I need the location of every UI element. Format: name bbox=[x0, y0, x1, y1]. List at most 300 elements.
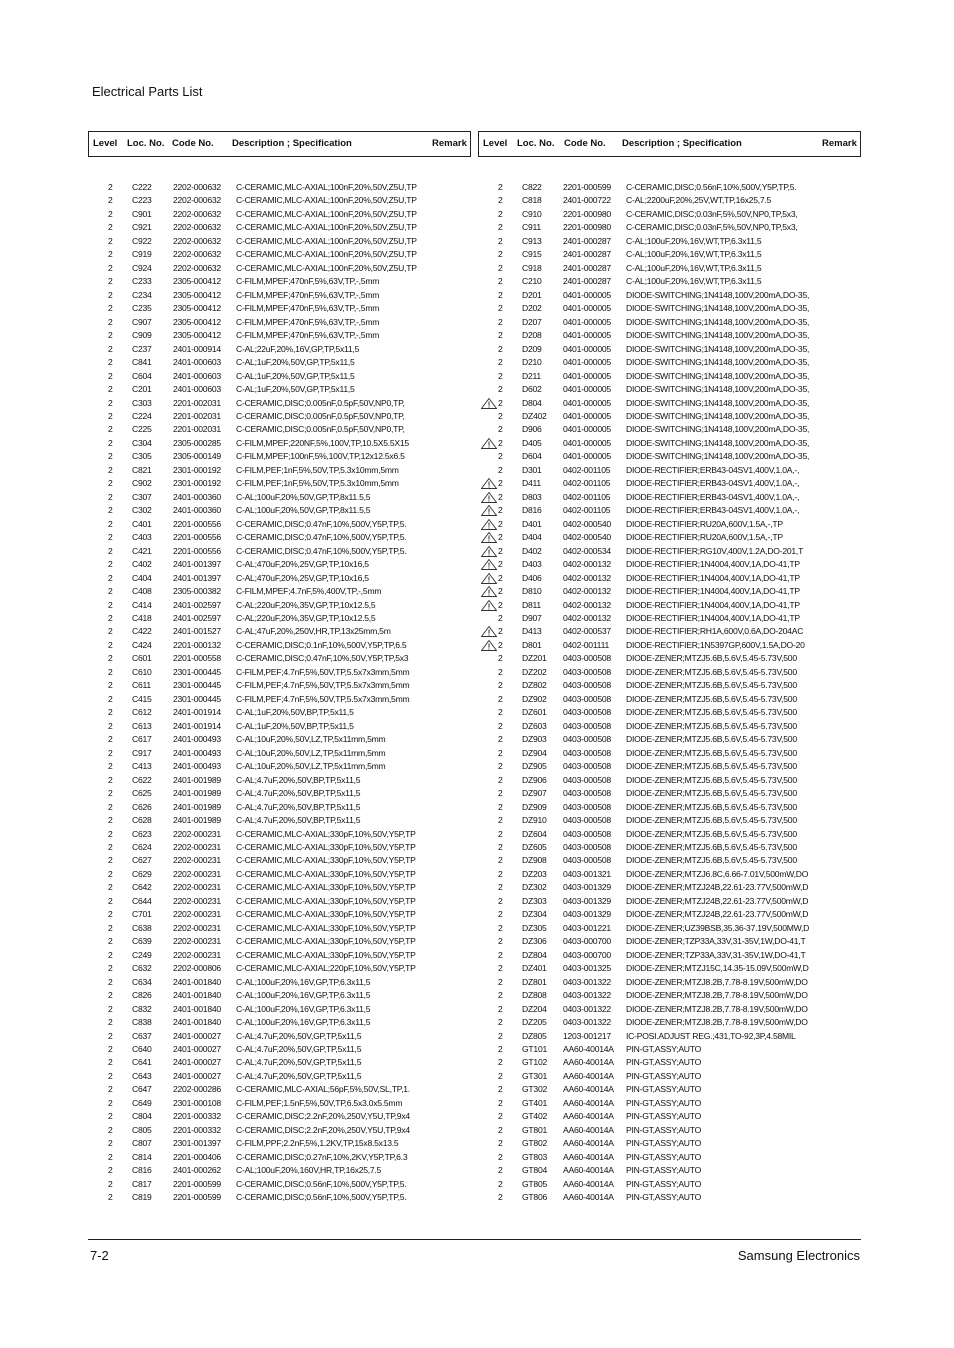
code-cell: 0403-000508 bbox=[563, 693, 611, 704]
loc-cell: DZ605 bbox=[522, 841, 547, 852]
desc-cell: DIODE-ZENER;MTZJ8.2B,7.78-8.19V,500mW,DO bbox=[626, 1017, 808, 1028]
code-cell: 2202-000632 bbox=[173, 195, 221, 206]
loc-cell: C814 bbox=[132, 1151, 152, 1162]
warning-triangle-icon bbox=[481, 600, 497, 611]
code-cell: 2202-000231 bbox=[173, 841, 221, 852]
loc-cell: C408 bbox=[132, 586, 152, 597]
code-cell: 2401-002597 bbox=[173, 599, 221, 610]
code-cell: 2401-000027 bbox=[173, 1070, 221, 1081]
loc-cell: D207 bbox=[522, 316, 542, 327]
loc-cell: GT301 bbox=[522, 1070, 548, 1081]
code-cell: 0403-000700 bbox=[563, 949, 611, 960]
loc-cell: C634 bbox=[132, 976, 152, 987]
code-cell: 0403-000700 bbox=[563, 936, 611, 947]
table-row bbox=[88, 1030, 471, 1043]
loc-cell: DZ801 bbox=[522, 976, 547, 987]
table-row bbox=[88, 747, 471, 760]
desc-cell: DIODE-ZENER;MTZJ24B,22.61-23.77V,500mW,D bbox=[626, 882, 809, 893]
level-cell: 2 bbox=[108, 680, 113, 691]
level-cell: 2 bbox=[498, 491, 503, 502]
desc-cell: C-CERAMIC,DISC;0.47nF,10%,500V,Y5P,TP,5. bbox=[236, 545, 407, 556]
loc-cell: D406 bbox=[522, 572, 542, 583]
right-table-header bbox=[478, 131, 861, 157]
code-cell: 0403-000508 bbox=[563, 841, 611, 852]
level-cell: 2 bbox=[108, 828, 113, 839]
table-row bbox=[478, 410, 861, 423]
table-row bbox=[478, 652, 861, 665]
loc-cell: DZ904 bbox=[522, 747, 547, 758]
code-cell: AA60-40014A bbox=[563, 1084, 614, 1095]
desc-cell: C-AL;100uF,20%,160V,HR,TP,16x25,7.5 bbox=[236, 1165, 382, 1176]
level-cell: 2 bbox=[108, 1030, 113, 1041]
code-cell: 2201-000406 bbox=[173, 1151, 221, 1162]
loc-cell: C832 bbox=[132, 1003, 152, 1014]
table-row bbox=[478, 545, 861, 558]
table-row bbox=[478, 518, 861, 531]
level-cell: 2 bbox=[108, 182, 113, 192]
desc-cell: C-CERAMIC,DISC;0.56nF,10%,500V,Y5P,TP,5. bbox=[236, 1178, 407, 1189]
desc-cell: C-AL;1uF,20%,50V,GP,TP,5x11,5 bbox=[236, 357, 355, 368]
table-row bbox=[478, 814, 861, 827]
table-row bbox=[88, 370, 471, 383]
table-row bbox=[478, 356, 861, 369]
loc-cell: D403 bbox=[522, 559, 542, 570]
table-row bbox=[478, 383, 861, 396]
loc-cell: C623 bbox=[132, 828, 152, 839]
table-row bbox=[88, 908, 471, 921]
loc-cell: C612 bbox=[132, 707, 152, 718]
level-cell: 2 bbox=[108, 343, 113, 354]
desc-cell: DIODE-ZENER;MTZJ8.2B,7.78-8.19V,500mW,DO bbox=[626, 990, 808, 1001]
code-cell: 2202-000231 bbox=[173, 868, 221, 879]
code-cell: 2401-001840 bbox=[173, 976, 221, 987]
desc-cell: C-CERAMIC,DISC;2.2nF,20%,250V,Y5U,TP,9x4 bbox=[236, 1124, 410, 1135]
code-cell: 2401-000027 bbox=[173, 1057, 221, 1068]
code-cell: 0401-000005 bbox=[563, 437, 611, 448]
loc-cell: DZ401 bbox=[522, 963, 547, 974]
code-cell: 2202-000632 bbox=[173, 182, 221, 192]
desc-cell: C-AL;100uF,20%,16V,WT,TP,6.3x11,5 bbox=[626, 235, 762, 246]
desc-cell: C-FILM,MPEF;470nF,5%,63V,TP,-,5mm bbox=[236, 276, 380, 287]
table-row bbox=[478, 1137, 861, 1150]
code-cell: 0403-001325 bbox=[563, 963, 611, 974]
table-row bbox=[88, 1164, 471, 1177]
code-cell: 0403-001322 bbox=[563, 990, 611, 1001]
loc-cell: C817 bbox=[132, 1178, 152, 1189]
level-cell: 2 bbox=[108, 1138, 113, 1149]
loc-cell: D803 bbox=[522, 491, 542, 502]
code-cell: 2401-000360 bbox=[173, 505, 221, 516]
table-row bbox=[88, 477, 471, 490]
code-cell: 0403-000508 bbox=[563, 707, 611, 718]
table-row bbox=[478, 706, 861, 719]
code-cell: 2202-000231 bbox=[173, 855, 221, 866]
table-row bbox=[88, 1056, 471, 1069]
table-row bbox=[88, 397, 471, 410]
table-row bbox=[478, 343, 861, 356]
level-cell: 2 bbox=[498, 734, 503, 745]
desc-cell: C-CERAMIC,DISC;0.005nF,0.5pF,50V,NP0,TP, bbox=[236, 410, 405, 421]
level-cell: 2 bbox=[108, 922, 113, 933]
desc-cell: C-FILM,MPEF;100nF,5%,100V,TP,12x12.5x6.5 bbox=[236, 451, 405, 462]
table-row bbox=[88, 1003, 471, 1016]
desc-cell: C-AL;4.7uF,20%,50V,GP,TP,5x11,5 bbox=[236, 1070, 362, 1081]
code-cell: 2301-000192 bbox=[173, 464, 221, 475]
loc-cell: D401 bbox=[522, 518, 542, 529]
code-cell: 0403-001321 bbox=[563, 868, 611, 879]
table-row bbox=[88, 881, 471, 894]
table-row bbox=[478, 828, 861, 841]
code-cell: 2401-000262 bbox=[173, 1165, 221, 1176]
table-row bbox=[88, 545, 471, 558]
table-row bbox=[478, 949, 861, 962]
loc-cell: C201 bbox=[132, 384, 152, 395]
level-cell: 2 bbox=[108, 1017, 113, 1028]
loc-cell: C629 bbox=[132, 868, 152, 879]
desc-cell: C-CERAMIC,MLC-AXIAL;330pF,10%,50V,Y5P,TP bbox=[236, 828, 416, 839]
code-cell: 2202-000632 bbox=[173, 262, 221, 273]
code-cell: 0402-000537 bbox=[563, 626, 611, 637]
loc-cell: C604 bbox=[132, 370, 152, 381]
loc-cell: D208 bbox=[522, 330, 542, 341]
desc-cell: C-AL;220uF,20%,35V,GP,TP,10x12.5,5 bbox=[236, 599, 376, 610]
desc-cell: DIODE-SWITCHING;1N4148,100V,200mA,DO-35, bbox=[626, 370, 810, 381]
table-row bbox=[88, 976, 471, 989]
loc-cell: C821 bbox=[132, 464, 152, 475]
desc-cell: DIODE-ZENER;MTZJ24B,22.61-23.77V,500mW,D bbox=[626, 909, 809, 920]
loc-cell: C625 bbox=[132, 788, 152, 799]
table-row bbox=[88, 585, 471, 598]
code-cell: 2401-000287 bbox=[563, 262, 611, 273]
table-row bbox=[478, 397, 861, 410]
col-remark: Remark bbox=[822, 138, 857, 149]
level-cell: 2 bbox=[498, 990, 503, 1001]
code-cell: 0401-000005 bbox=[563, 357, 611, 368]
loc-cell: C838 bbox=[132, 1017, 152, 1028]
desc-cell: C-CERAMIC,MLC-AXIAL;330pF,10%,50V,Y5P,TP bbox=[236, 868, 416, 879]
code-cell: AA60-40014A bbox=[563, 1178, 614, 1189]
table-row bbox=[88, 760, 471, 773]
loc-cell: C624 bbox=[132, 841, 152, 852]
level-cell: 2 bbox=[108, 357, 113, 368]
loc-cell: C638 bbox=[132, 922, 152, 933]
level-cell: 2 bbox=[108, 1111, 113, 1122]
level-cell: 2 bbox=[498, 235, 503, 246]
desc-cell: PIN-GT,ASSY;AUTO bbox=[626, 1070, 702, 1081]
code-cell: 0402-000540 bbox=[563, 532, 611, 543]
desc-cell: DIODE-ZENER;MTZJ15C,14.35-15.09V,500mW,D bbox=[626, 963, 809, 974]
desc-cell: DIODE-ZENER;MTZJ5.6B,5.6V,5.45-5.73V,500 bbox=[626, 761, 797, 772]
desc-cell: C-CERAMIC,DISC;0.47nF,10%,50V,Y5P,TP,5x3 bbox=[236, 653, 409, 664]
code-cell: 0403-000508 bbox=[563, 815, 611, 826]
loc-cell: C302 bbox=[132, 505, 152, 516]
table-row bbox=[88, 612, 471, 625]
level-cell: 2 bbox=[498, 1138, 503, 1149]
level-cell: 2 bbox=[108, 841, 113, 852]
table-row bbox=[478, 1043, 861, 1056]
table-row bbox=[88, 1083, 471, 1096]
table-row bbox=[88, 289, 471, 302]
code-cell: 0403-000508 bbox=[563, 653, 611, 664]
code-cell: 2202-000231 bbox=[173, 882, 221, 893]
loc-cell: C210 bbox=[522, 276, 542, 287]
desc-cell: PIN-GT,ASSY;AUTO bbox=[626, 1138, 702, 1149]
loc-cell: C641 bbox=[132, 1057, 152, 1068]
table-row bbox=[88, 841, 471, 854]
code-cell: 2201-000599 bbox=[173, 1178, 221, 1189]
loc-cell: GT302 bbox=[522, 1084, 548, 1095]
code-cell: 2201-000332 bbox=[173, 1124, 221, 1135]
table-row bbox=[478, 585, 861, 598]
level-cell: 2 bbox=[498, 249, 503, 260]
table-row bbox=[88, 504, 471, 517]
loc-cell: C643 bbox=[132, 1070, 152, 1081]
desc-cell: DIODE-SWITCHING;1N4148,100V,200mA,DO-35, bbox=[626, 397, 810, 408]
code-cell: 2202-000806 bbox=[173, 963, 221, 974]
level-cell: 2 bbox=[498, 1097, 503, 1108]
desc-cell: PIN-GT,ASSY;AUTO bbox=[626, 1178, 702, 1189]
code-cell: 0403-000508 bbox=[563, 680, 611, 691]
level-cell: 2 bbox=[498, 316, 503, 327]
code-cell: 2401-000027 bbox=[173, 1044, 221, 1054]
desc-cell: C-AL;100uF,20%,16V,GP,TP,6.3x11,5 bbox=[236, 1017, 371, 1028]
desc-cell: C-CERAMIC,MLC-AXIAL;330pF,10%,50V,Y5P,TP bbox=[236, 882, 416, 893]
level-cell: 2 bbox=[498, 424, 503, 435]
code-cell: 0401-000005 bbox=[563, 424, 611, 435]
desc-cell: DIODE-ZENER;TZP33A,33V,31-35V,1W,DO-41,T bbox=[626, 949, 806, 960]
desc-cell: C-CERAMIC,MLC-AXIAL;330pF,10%,50V,Y5P,TP bbox=[236, 936, 416, 947]
table-row bbox=[478, 1191, 861, 1204]
left-table-header bbox=[88, 131, 471, 157]
code-cell: 2202-000231 bbox=[173, 922, 221, 933]
table-row bbox=[88, 1016, 471, 1029]
desc-cell: DIODE-RECTIFIER;RU20A,600V,1.5A,-,TP bbox=[626, 532, 783, 543]
table-row bbox=[478, 1124, 861, 1137]
table-row bbox=[88, 572, 471, 585]
level-cell: 2 bbox=[498, 545, 503, 556]
desc-cell: DIODE-ZENER;MTZJ5.6B,5.6V,5.45-5.73V,500 bbox=[626, 653, 797, 664]
desc-cell: DIODE-RECTIFIER;RU20A,600V,1.5A,-,TP bbox=[626, 518, 783, 529]
table-row bbox=[88, 531, 471, 544]
desc-cell: C-FILM,PEF;4.7nF,5%,50V,TP,5.5x7x3mm,5mm bbox=[236, 693, 410, 704]
loc-cell: C613 bbox=[132, 720, 152, 731]
code-cell: 2305-000412 bbox=[173, 303, 221, 314]
code-cell: AA60-40014A bbox=[563, 1138, 614, 1149]
level-cell: 2 bbox=[498, 1070, 503, 1081]
level-cell: 2 bbox=[498, 451, 503, 462]
code-cell: AA60-40014A bbox=[563, 1057, 614, 1068]
loc-cell: DZ402 bbox=[522, 410, 547, 421]
desc-cell: DIODE-RECTIFIER;1N5397GP,600V,1.5A,DO-20 bbox=[626, 639, 805, 650]
loc-cell: C422 bbox=[132, 626, 152, 637]
loc-cell: DZ603 bbox=[522, 720, 547, 731]
loc-cell: DZ808 bbox=[522, 990, 547, 1001]
warning-triangle-icon bbox=[481, 559, 497, 570]
code-cell: 2305-000382 bbox=[173, 586, 221, 597]
desc-cell: C-CERAMIC,MLC-AXIAL;330pF,10%,50V,Y5P,TP bbox=[236, 922, 416, 933]
level-cell: 2 bbox=[108, 572, 113, 583]
table-row bbox=[478, 1164, 861, 1177]
code-cell: 2401-001840 bbox=[173, 1017, 221, 1028]
loc-cell: D210 bbox=[522, 357, 542, 368]
loc-cell: DZ302 bbox=[522, 882, 547, 893]
level-cell: 2 bbox=[498, 410, 503, 421]
level-cell: 2 bbox=[498, 518, 503, 529]
col-loc: Loc. No. bbox=[127, 138, 165, 149]
code-cell: 2201-000980 bbox=[563, 208, 611, 219]
desc-cell: C-CERAMIC,DISC;0.03nF,5%,50V,NP0,TP,5x3, bbox=[626, 222, 798, 233]
level-cell: 2 bbox=[108, 505, 113, 516]
loc-cell: C402 bbox=[132, 559, 152, 570]
level-cell: 2 bbox=[108, 1070, 113, 1081]
table-row bbox=[478, 1056, 861, 1069]
loc-cell: GT805 bbox=[522, 1178, 548, 1189]
table-row bbox=[478, 316, 861, 329]
level-cell: 2 bbox=[108, 599, 113, 610]
loc-cell: C644 bbox=[132, 895, 152, 906]
table-row bbox=[478, 208, 861, 221]
desc-cell: DIODE-SWITCHING;1N4148,100V,200mA,DO-35, bbox=[626, 357, 810, 368]
level-cell: 2 bbox=[108, 451, 113, 462]
loc-cell: C303 bbox=[132, 397, 152, 408]
loc-cell: D404 bbox=[522, 532, 542, 543]
level-cell: 2 bbox=[108, 397, 113, 408]
loc-cell: C414 bbox=[132, 599, 152, 610]
level-cell: 2 bbox=[108, 1124, 113, 1135]
table-row bbox=[88, 208, 471, 221]
table-row bbox=[88, 423, 471, 436]
desc-cell: DIODE-SWITCHING;1N4148,100V,200mA,DO-35, bbox=[626, 384, 810, 395]
desc-cell: C-FILM,PEF;1nF,5%,50V,TP,5.3x10mm,5mm bbox=[236, 464, 399, 475]
loc-cell: C911 bbox=[522, 222, 541, 233]
desc-cell: C-FILM,PEF;4.7nF,5%,50V,TP,5.5x7x3mm,5mm bbox=[236, 680, 410, 691]
level-cell: 2 bbox=[108, 653, 113, 664]
level-cell: 2 bbox=[108, 990, 113, 1001]
desc-cell: C-CERAMIC,MLC-AXIAL;330pF,10%,50V,Y5P,TP bbox=[236, 895, 416, 906]
desc-cell: DIODE-ZENER;MTZJ5.6B,5.6V,5.45-5.73V,500 bbox=[626, 666, 797, 677]
code-cell: 2201-000556 bbox=[173, 518, 221, 529]
loc-cell: C909 bbox=[132, 330, 152, 341]
level-cell: 2 bbox=[108, 208, 113, 219]
level-cell: 2 bbox=[108, 666, 113, 677]
level-cell: 2 bbox=[498, 1178, 503, 1189]
loc-cell: DZ306 bbox=[522, 936, 547, 947]
desc-cell: C-AL;4.7uF,20%,50V,BP,TP,5x11,5 bbox=[236, 801, 361, 812]
desc-cell: C-CERAMIC,DISC;0.1nF,10%,500V,Y5P,TP,6.5 bbox=[236, 639, 407, 650]
desc-cell: C-FILM,MPEF;470nF,5%,63V,TP,-,5mm bbox=[236, 289, 380, 300]
desc-cell: DIODE-RECTIFIER;1N4004,400V,1A,DO-41,TP bbox=[626, 613, 800, 623]
loc-cell: C917 bbox=[132, 747, 152, 758]
desc-cell: C-AL;1uF,20%,50V,GP,TP,5x11,5 bbox=[236, 370, 355, 381]
loc-cell: C816 bbox=[132, 1165, 152, 1176]
table-row bbox=[88, 1151, 471, 1164]
loc-cell: C622 bbox=[132, 774, 152, 785]
desc-cell: DIODE-ZENER;MTZJ8.2B,7.78-8.19V,500mW,DO bbox=[626, 1003, 808, 1014]
table-row bbox=[478, 693, 861, 706]
code-cell: 0403-001329 bbox=[563, 909, 611, 920]
table-row bbox=[88, 679, 471, 692]
code-cell: 0402-001105 bbox=[563, 505, 611, 516]
code-cell: 2202-000231 bbox=[173, 936, 221, 947]
desc-cell: C-CERAMIC,DISC;0.005nF,0.5pF,50V,NP0,TP, bbox=[236, 424, 405, 435]
desc-cell: C-AL;100uF,20%,50V,GP,TP,8x11.5,5 bbox=[236, 505, 371, 516]
level-cell: 2 bbox=[108, 384, 113, 395]
table-row bbox=[478, 437, 861, 450]
company-name: Samsung Electronics bbox=[737, 1248, 860, 1263]
level-cell: 2 bbox=[108, 909, 113, 920]
level-cell: 2 bbox=[108, 1003, 113, 1014]
desc-cell: DIODE-SWITCHING;1N4148,100V,200mA,DO-35, bbox=[626, 343, 810, 354]
table-row bbox=[478, 841, 861, 854]
code-cell: 2401-000722 bbox=[563, 195, 611, 206]
level-cell: 2 bbox=[498, 1124, 503, 1135]
desc-cell: DIODE-RECTIFIER;RH1A,600V,0.6A,DO-204AC bbox=[626, 626, 804, 637]
code-cell: 2305-000412 bbox=[173, 330, 221, 341]
level-cell: 2 bbox=[108, 639, 113, 650]
loc-cell: GT803 bbox=[522, 1151, 548, 1162]
code-cell: AA60-40014A bbox=[563, 1097, 614, 1108]
code-cell: 0403-000508 bbox=[563, 734, 611, 745]
col-level: Level bbox=[93, 138, 118, 149]
code-cell: 2401-001397 bbox=[173, 572, 221, 583]
loc-cell: D602 bbox=[522, 384, 542, 395]
level-cell: 2 bbox=[498, 774, 503, 785]
level-cell: 2 bbox=[498, 626, 503, 637]
loc-cell: C818 bbox=[522, 195, 542, 206]
loc-cell: DZ909 bbox=[522, 801, 547, 812]
desc-cell: DIODE-RECTIFIER;1N4004,400V,1A,DO-41,TP bbox=[626, 599, 800, 610]
code-cell: AA60-40014A bbox=[563, 1070, 614, 1081]
code-cell: 2202-000632 bbox=[173, 235, 221, 246]
loc-cell: GT101 bbox=[522, 1044, 548, 1054]
desc-cell: C-CERAMIC,MLC-AXIAL;330pF,10%,50V,Y5P,TP bbox=[236, 841, 416, 852]
table-row bbox=[478, 881, 861, 894]
table-row bbox=[478, 774, 861, 787]
code-cell: 0403-001329 bbox=[563, 895, 611, 906]
desc-cell: DIODE-ZENER;MTZJ5.6B,5.6V,5.45-5.73V,500 bbox=[626, 734, 797, 745]
loc-cell: C807 bbox=[132, 1138, 152, 1149]
code-cell: AA60-40014A bbox=[563, 1111, 614, 1122]
table-row bbox=[478, 558, 861, 571]
warning-triangle-icon bbox=[481, 586, 497, 597]
code-cell: 2401-000287 bbox=[563, 249, 611, 260]
level-cell: 2 bbox=[498, 895, 503, 906]
desc-cell: C-AL;22uF,20%,16V,GP,TP,5x11,5 bbox=[236, 343, 360, 354]
code-cell: 0401-000005 bbox=[563, 370, 611, 381]
desc-cell: DIODE-ZENER;MTZJ5.6B,5.6V,5.45-5.73V,500 bbox=[626, 855, 797, 866]
level-cell: 2 bbox=[108, 747, 113, 758]
code-cell: 0403-000508 bbox=[563, 855, 611, 866]
desc-cell: C-CERAMIC,MLC-AXIAL;56pF,5%,50V,SL,TP,1. bbox=[236, 1084, 410, 1095]
level-cell: 2 bbox=[108, 303, 113, 314]
loc-cell: DZ902 bbox=[522, 693, 547, 704]
page-number: 7-2 bbox=[90, 1248, 109, 1263]
table-row bbox=[478, 235, 861, 248]
level-cell: 2 bbox=[108, 1165, 113, 1176]
desc-cell: C-AL;4.7uF,20%,50V,GP,TP,5x11,5 bbox=[236, 1044, 362, 1054]
level-cell: 2 bbox=[108, 1097, 113, 1108]
loc-cell: C642 bbox=[132, 882, 152, 893]
table-row bbox=[478, 1070, 861, 1083]
table-row bbox=[478, 302, 861, 315]
level-cell: 2 bbox=[108, 626, 113, 637]
code-cell: 0402-000132 bbox=[563, 586, 611, 597]
level-cell: 2 bbox=[498, 788, 503, 799]
desc-cell: DIODE-ZENER;MTZJ8.2B,7.78-8.19V,500mW,DO bbox=[626, 976, 808, 987]
table-row bbox=[88, 1178, 471, 1191]
table-row bbox=[478, 747, 861, 760]
loc-cell: C701 bbox=[132, 909, 152, 920]
